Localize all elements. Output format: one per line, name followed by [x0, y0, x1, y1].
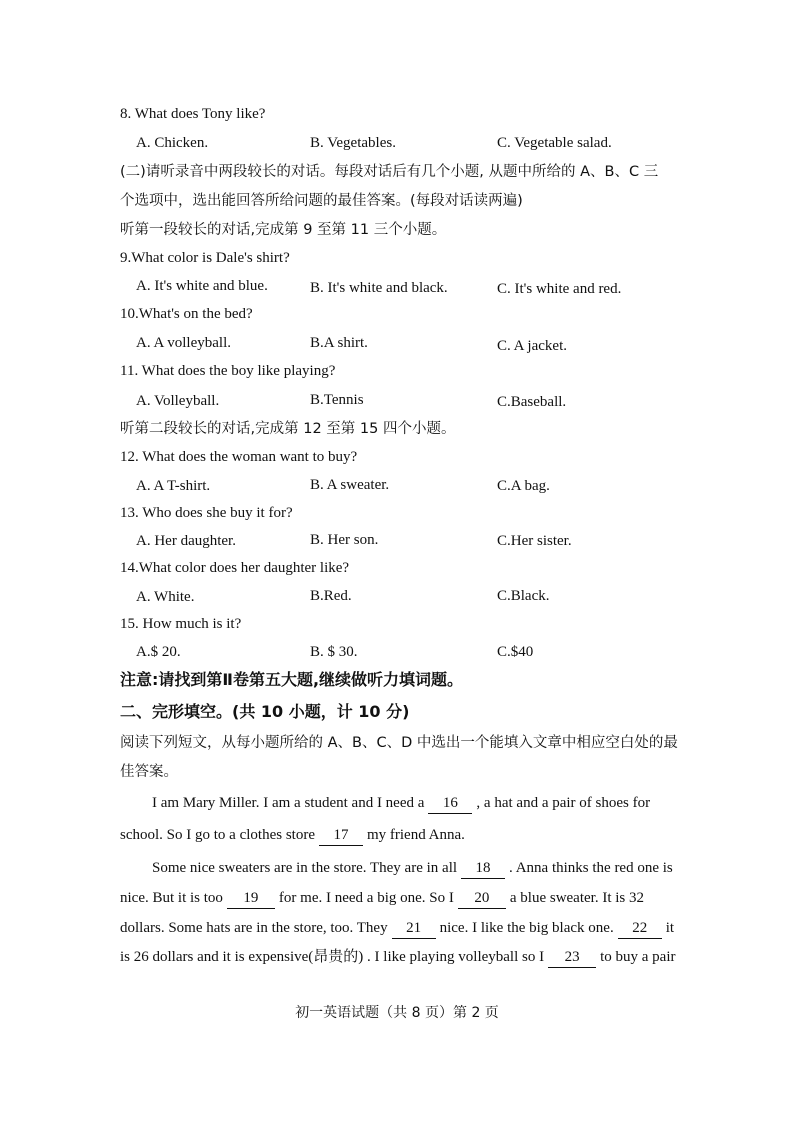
- cloze-heading: 二、完形填空。(共 10 小题，计 10 分): [120, 702, 410, 721]
- passage-text: my friend Anna.: [366, 827, 465, 843]
- passage-text: nice. I like the big black one.: [439, 920, 614, 936]
- question-12: 12. What does the woman want to buy?: [120, 449, 358, 465]
- passage-text: to buy a pair: [600, 949, 676, 965]
- option-8b: B. Vegetables.: [310, 135, 396, 151]
- option-12a: A. A T-shirt.: [136, 478, 211, 494]
- option-11b: B.Tennis: [310, 392, 364, 408]
- question-11: 11. What does the boy like playing?: [120, 363, 336, 379]
- passage-line: [152, 858, 673, 879]
- blank-21[interactable]: 21: [392, 918, 436, 939]
- passage-text: school. So I go to a clothes store: [120, 827, 315, 843]
- blank-20[interactable]: 20: [458, 888, 506, 909]
- question-10: 10.What's on the bed?: [120, 306, 253, 322]
- option-12c: C.A bag.: [497, 478, 550, 494]
- option-13a: A. Her daughter.: [136, 533, 236, 549]
- passage-text: nice. But it is too: [120, 890, 223, 906]
- blank-16[interactable]: 16: [428, 793, 472, 814]
- section-instructions-line2: 个选项中，选出能回答所给问题的最佳答案。(每段对话读两遍): [120, 193, 523, 209]
- passage-line: [120, 947, 676, 968]
- option-12b: B. A sweater.: [310, 477, 390, 493]
- option-15c: C.$40: [497, 644, 534, 660]
- passage-text: Some nice sweaters are in the store. They are in all: [152, 860, 458, 876]
- section-instructions-line1: (二)请听录音中两段较长的对话。每段对话后有几个小题, 从题中所给的 A、B、C 三: [120, 164, 659, 180]
- blank-23[interactable]: 23: [548, 947, 596, 968]
- passage-text: dollars. Some hats are in the store, too. They: [120, 920, 388, 936]
- cloze-instructions-line2: 佳答案。: [120, 764, 178, 780]
- notice: 注意:请找到第Ⅱ卷第五大题,继续做听力填词题。: [120, 670, 464, 689]
- page-footer: 初一英语试题（共 8 页）第 2 页: [295, 1005, 499, 1021]
- passage-text: is 26 dollars and it is expensive(昂贵的) . I like playing volleyball so I: [120, 949, 545, 965]
- passage-line: [120, 918, 674, 939]
- passage-text: for me. I need a big one. So I: [278, 890, 454, 906]
- question-9: 9.What color is Dale's shirt?: [120, 250, 290, 266]
- option-14b: B.Red.: [310, 588, 352, 604]
- option-9b: B. It's white and black.: [310, 280, 448, 296]
- option-14c: C.Black.: [497, 588, 550, 604]
- question-8: 8. What does Tony like?: [120, 106, 266, 122]
- dialog1-intro: 听第一段较长的对话,完成第 9 至第 11 三个小题。: [120, 222, 447, 238]
- blank-19[interactable]: 19: [227, 888, 275, 909]
- question-15: 15. How much is it?: [120, 616, 242, 632]
- option-8c: C. Vegetable salad.: [497, 135, 612, 151]
- option-9a: A. It's white and blue.: [136, 278, 268, 294]
- passage-text: , a hat and a pair of shoes for: [476, 795, 651, 811]
- passage-text: . Anna thinks the red one is: [509, 860, 673, 876]
- option-9c: C. It's white and red.: [497, 281, 622, 297]
- passage-line: [120, 825, 465, 846]
- dialog2-intro: 听第二段较长的对话,完成第 12 至第 15 四个小题。: [120, 421, 456, 437]
- option-13b: B. Her son.: [310, 532, 379, 548]
- cloze-instructions-line1: 阅读下列短文，从每小题所给的 A、B、C、D 中选出一个能填入文章中相应空白处的最: [120, 735, 678, 751]
- passage-line: [120, 888, 644, 909]
- option-10b: B.A shirt.: [310, 335, 368, 351]
- option-10a: A. A volleyball.: [136, 335, 231, 351]
- option-11a: A. Volleyball.: [136, 393, 220, 409]
- option-14a: A. White.: [136, 589, 195, 605]
- option-15a: A.$ 20.: [136, 644, 181, 660]
- passage-line: [152, 793, 650, 814]
- option-15b: B. $ 30.: [310, 644, 358, 660]
- option-10c: C. A jacket.: [497, 338, 567, 354]
- question-14: 14.What color does her daughter like?: [120, 560, 350, 576]
- blank-17[interactable]: 17: [319, 825, 363, 846]
- blank-18[interactable]: 18: [461, 858, 505, 879]
- option-8a: A. Chicken.: [136, 135, 209, 151]
- option-13c: C.Her sister.: [497, 533, 572, 549]
- blank-22[interactable]: 22: [618, 918, 662, 939]
- option-11c: C.Baseball.: [497, 394, 567, 410]
- passage-text: a blue sweater. It is 32: [509, 890, 645, 906]
- question-13: 13. Who does she buy it for?: [120, 505, 293, 521]
- passage-text: it: [665, 920, 675, 936]
- passage-text: I am Mary Miller. I am a student and I need a: [152, 795, 425, 811]
